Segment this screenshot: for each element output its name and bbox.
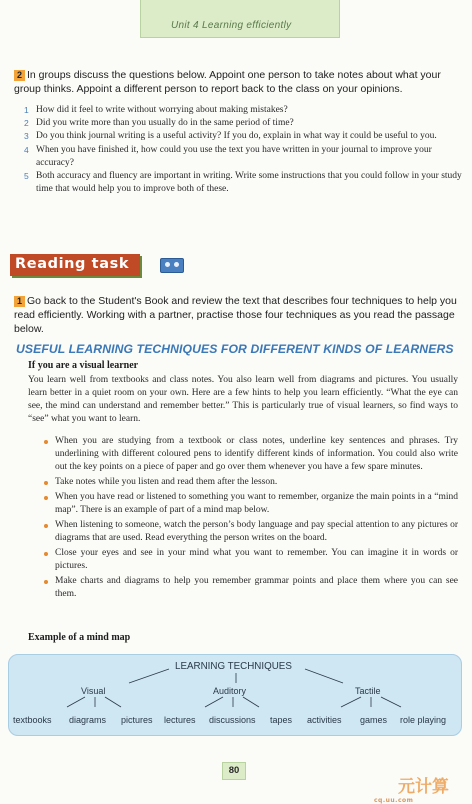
question-item: 3 Do you think journal writing is a useful activity? If you do, explain in what way it could be useful to you. [24, 131, 437, 142]
question-item: 2 Did you write more than you usually do in the same period of time? [24, 118, 294, 129]
task-number-badge: 1 [14, 296, 25, 307]
reading-task-label [10, 254, 140, 276]
question-item: 5 Both accuracy and fluency are important in writing. Write some instructions that you could follow in your study time that would help you to improve both of these. [24, 171, 462, 195]
mind-map-root: LEARNING TECHNIQUES [175, 661, 292, 672]
mind-map-leaf: role playing [400, 715, 447, 725]
watermark-logo [374, 772, 449, 804]
bullet-dot-icon [44, 481, 48, 485]
connector-line [243, 697, 259, 707]
mind-map-branch: Visual [81, 686, 106, 696]
mind-map-leaf: pictures [121, 715, 153, 725]
task-2-text: In groups discuss the questions below. Appoint one person to take notes about what your group thinks. Appoint a different person to report back to the class on your opinions. [14, 69, 441, 95]
question-item: 1 How did it feel to write without worrying about making mistakes? [24, 105, 288, 115]
watermark-text: 元计算 [398, 777, 449, 797]
article-title: USEFUL LEARNING TECHNIQUES FOR DIFFERENT KINDS OF LEARNERS [16, 342, 454, 356]
mind-map-branch: Auditory [213, 686, 247, 696]
bullet-dot-icon [44, 524, 48, 528]
list-item: When you are studying from a textbook or class notes, underline key sentences and phrases. Try underlining with different coloured pens to identify different kinds of information. You could also write out the key points on a piece of paper and go over them whenever you have a few spare minutes. [28, 435, 458, 474]
connector-line [67, 697, 85, 707]
discussion-questions [24, 104, 464, 196]
question-item: 4 When you have finished it, how could you use the text you have written in your journal to improve your accuracy? [24, 144, 432, 168]
unit-label: Unit 4 Learning efficiently [171, 20, 292, 31]
mind-map-branch: Tactile [355, 686, 381, 696]
connector-line [305, 669, 343, 683]
mind-map-heading: Example of a mind map [28, 632, 131, 643]
mind-map-leaf: games [360, 715, 388, 725]
article-subheading: If you are a visual learner [28, 360, 139, 371]
list-item: Make charts and diagrams to help you remember grammar points and place them where you can see them. [28, 575, 458, 601]
connector-line [381, 697, 401, 707]
connector-line [105, 697, 121, 707]
mind-map-leaf: discussions [209, 715, 256, 725]
connector-line [205, 697, 223, 707]
task-number-badge: 2 [14, 70, 25, 81]
task-1-instruction [14, 294, 460, 336]
article-intro: You learn well from textbooks and class notes. You also learn well from diagrams and pictures. You usually learn better in a quiet room on your own. Here are a few hints to help you learn efficiently. “What the eye can see, the mind can understand and remember better.” This is particularly true of visual learners, so find ways to “see” what you want to learn. [28, 375, 458, 424]
cassette-tape-icon [160, 258, 184, 273]
technique-list [28, 435, 458, 603]
mind-map-leaf: lectures [164, 715, 196, 725]
watermark-url: cq.uu.com [374, 797, 414, 804]
mind-map-leaf: activities [307, 715, 342, 725]
list-item: When you have read or listened to something you want to remember, organize the main points in a “mind map”. There is an example of part of a mind map below. [28, 491, 458, 517]
page-number: 80 [222, 762, 246, 780]
mind-map-leaf: textbooks [13, 715, 52, 725]
list-item: Close your eyes and see in your mind what you want to remember. You can imagine it in words or pictures. [28, 547, 458, 573]
bullet-dot-icon [44, 440, 48, 444]
task-2-instruction [14, 68, 460, 96]
mind-map-leaf: tapes [270, 715, 293, 725]
task-1-text: Go back to the Student's Book and review the text that describes four techniques to help you read efficiently. Working with a partner, practise those four techniques as you read the passage below. [14, 295, 457, 335]
bullet-dot-icon [44, 580, 48, 584]
mind-map-leaf: diagrams [69, 715, 107, 725]
mind-map-diagram [8, 654, 462, 736]
connector-line [129, 669, 169, 683]
list-item: When listening to someone, watch the person’s body language and pay special attention to any pictures or diagrams that are used. Read everything the person writes on the board. [28, 519, 458, 545]
bullet-dot-icon [44, 496, 48, 500]
connector-line [341, 697, 361, 707]
unit-banner [140, 0, 340, 38]
list-item: Take notes while you listen and read them after the lesson. [28, 476, 458, 489]
section-label: Reading task [15, 256, 130, 272]
bullet-dot-icon [44, 552, 48, 556]
